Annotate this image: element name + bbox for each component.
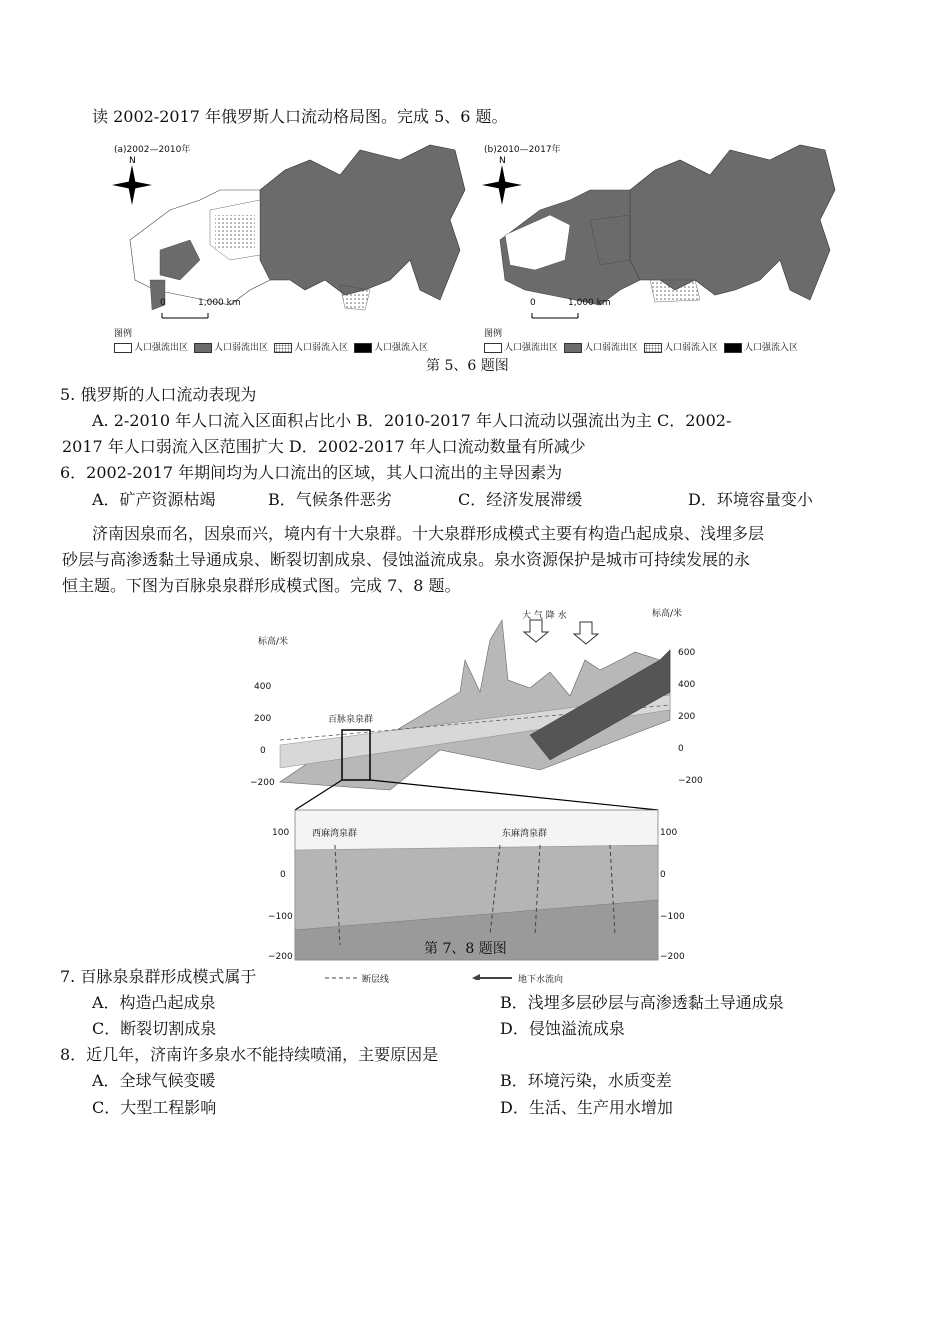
map-b — [480, 130, 840, 360]
tick-lower-left: 100 — [272, 828, 290, 838]
tick-lower-left: −200 — [268, 952, 293, 962]
precipitation-arrow-icon — [524, 620, 598, 644]
intro-7-8-line2: 砂层与高渗透黏土导通成泉、断裂切割成泉、侵蚀溢流成泉。泉水资源保护是城市可持续发展的永 — [62, 550, 751, 569]
q7-option-d[interactable]: D．侵蚀溢流成泉 — [500, 1019, 625, 1038]
precip-label: 大 气 降 水 — [522, 611, 567, 621]
tick-lower-right: 100 — [660, 828, 678, 838]
q8-option-b[interactable]: B．环境污染，水质变差 — [500, 1071, 672, 1090]
legend-fault: 断层线 — [362, 975, 390, 985]
map-a — [110, 130, 470, 360]
q7-option-a[interactable]: A．构造凸起成泉 — [92, 993, 216, 1012]
tick-left: 0 — [260, 746, 266, 756]
q6-option-c[interactable]: C．经济发展滞缓 — [458, 490, 583, 509]
legend-item: 人口强流出区 — [134, 343, 189, 353]
map-b-legend — [484, 340, 798, 353]
map-a-scale-label: 1,000 km — [198, 298, 241, 308]
q6-option-b[interactable]: B．气候条件恶劣 — [268, 490, 392, 509]
tick-left: 400 — [254, 682, 272, 692]
map-b-title: (b)2010—2017年 — [484, 145, 561, 155]
tick-lower-left: −100 — [268, 912, 293, 922]
map-a-legend-label: 图例 — [114, 329, 133, 339]
q8-option-d[interactable]: D．生活、生产用水增加 — [500, 1098, 673, 1117]
tick-right: 200 — [678, 712, 696, 722]
legend-item: 人口强流入区 — [374, 343, 429, 353]
q7-option-b[interactable]: B．浅埋多层砂层与高渗透黏土导通成泉 — [500, 993, 784, 1012]
spring-west-label: 西麻湾泉群 — [312, 829, 358, 839]
spring-east-label: 东麻湾泉群 — [502, 829, 548, 839]
tick-right: −200 — [678, 776, 703, 786]
map-b-legend-label: 图例 — [484, 329, 503, 339]
legend-item: 人口弱流出区 — [214, 343, 269, 353]
q7-option-c[interactable]: C．断裂切割成泉 — [92, 1019, 217, 1038]
tick-lower-left: 0 — [280, 870, 286, 880]
tick-lower-right: −200 — [660, 952, 685, 962]
compass-icon — [482, 156, 522, 205]
map-a-title: (a)2002—2010年 — [114, 145, 191, 155]
map-a-legend — [114, 340, 428, 353]
spring-diagram — [240, 600, 703, 985]
q6-option-a[interactable]: A．矿产资源枯竭 — [92, 490, 216, 509]
tick-lower-right: 0 — [660, 870, 666, 880]
legend-item: 人口强流入区 — [744, 343, 799, 353]
map-b-figure — [480, 130, 840, 360]
q6-stem: 6．2002-2017 年期间均为人口流出的区域，其人口流出的主导因素为 — [60, 463, 563, 482]
ylabel-left: 标高/米 — [258, 637, 289, 647]
spring-main-label: 百脉泉泉群 — [328, 715, 374, 725]
q5-stem: 5. 俄罗斯的人口流动表现为 — [60, 385, 257, 404]
legend-item: 人口强流出区 — [504, 343, 559, 353]
diagram-caption: 第 7、8 题图 — [424, 941, 507, 957]
legend-flow: 地下水流向 — [518, 975, 564, 985]
tick-right: 600 — [678, 648, 696, 658]
tick-left: 200 — [254, 714, 272, 724]
svg-text:N: N — [129, 156, 136, 166]
q6-option-d[interactable]: D．环境容量变小 — [688, 490, 813, 509]
legend-item: 人口弱流入区 — [294, 343, 349, 353]
intro-7-8-line1: 济南因泉而名，因泉而兴，境内有十大泉群。十大泉群形成模式主要有构造凸起成泉、浅埋多层 — [92, 524, 765, 543]
tick-right: 0 — [678, 744, 684, 754]
tick-left: −200 — [250, 778, 275, 788]
map-a-figure — [110, 130, 470, 360]
ylabel-right: 标高/米 — [652, 609, 683, 619]
intro-5-6: 读 2002-2017 年俄罗斯人口流动格局图。完成 5、6 题。 — [92, 107, 508, 126]
tick-lower-right: −100 — [660, 912, 685, 922]
tick-right: 400 — [678, 680, 696, 690]
spring-diagram-figure — [240, 600, 700, 980]
legend-item: 人口弱流出区 — [584, 343, 639, 353]
map-b-scale-zero: 0 — [530, 298, 536, 308]
q5-options-line1: A. 2-2010 年人口流入区面积占比小 B．2010-2017 年人口流动以强流出为主 C．2002- — [92, 411, 732, 430]
q8-stem: 8．近几年，济南许多泉水不能持续喷涌，主要原因是 — [60, 1045, 439, 1064]
q8-option-c[interactable]: C．大型工程影响 — [92, 1098, 217, 1117]
q8-option-a[interactable]: A．全球气候变暖 — [92, 1071, 216, 1090]
legend-item: 人口弱流入区 — [664, 343, 719, 353]
map-a-scale-zero: 0 — [160, 298, 166, 308]
q5-options-line2: 2017 年人口弱流入区范围扩大 D．2002-2017 年人口流动数量有所减少 — [62, 437, 586, 456]
compass-icon — [112, 156, 152, 205]
map-b-scale-label: 1,000 km — [568, 298, 611, 308]
intro-7-8-line3: 恒主题。下图为百脉泉泉群形成模式图。完成 7、8 题。 — [62, 576, 461, 595]
svg-text:N: N — [499, 156, 506, 166]
q7-stem: 7. 百脉泉泉群形成模式属于 — [60, 967, 257, 986]
maps-caption: 第 5、6 题图 — [426, 358, 509, 374]
